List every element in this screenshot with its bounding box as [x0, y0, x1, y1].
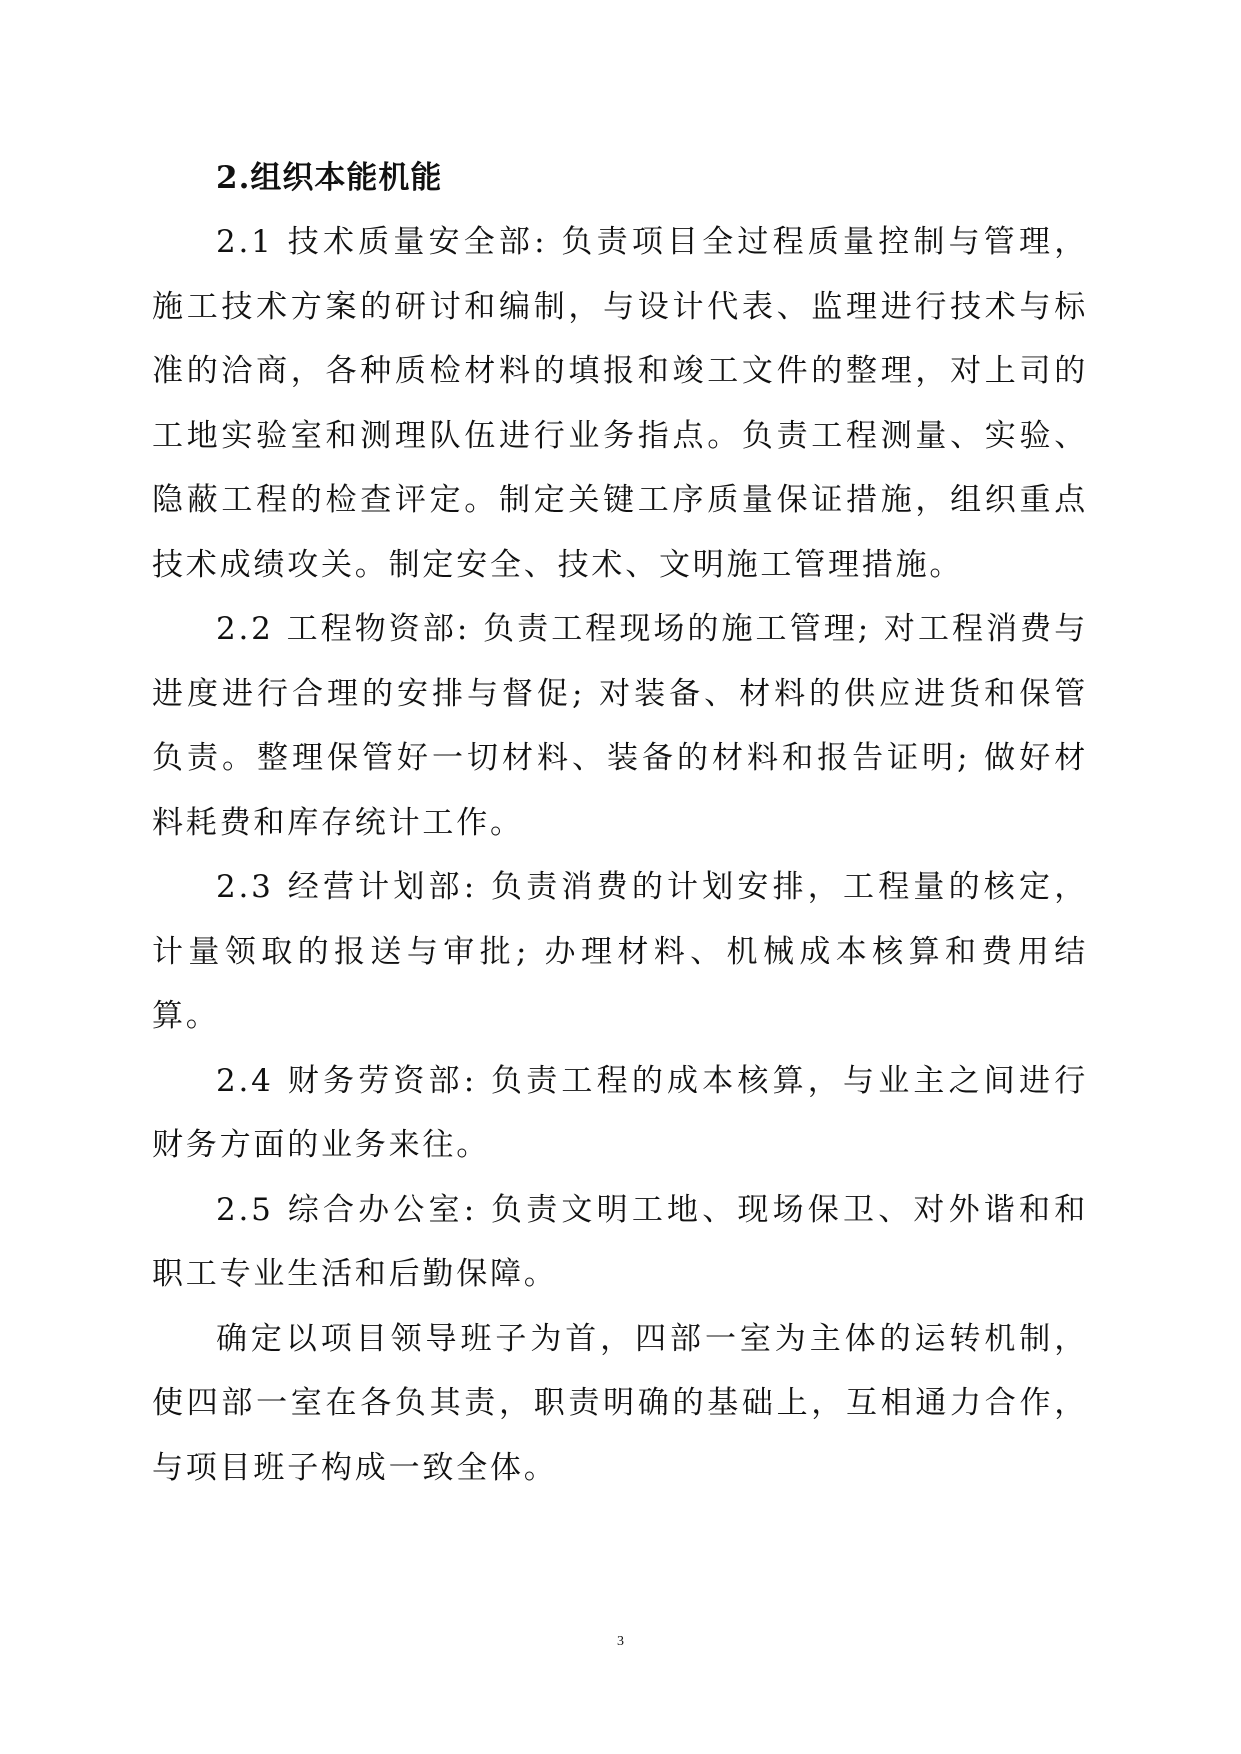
paragraph-business-planning: 2.3 经营计划部: 负责消费的计划安排，工程量的核定，计量领取的报送与审批; 办理材料、机械成本核算和费用结算。 — [152, 869, 1088, 1034]
document-body — [152, 146, 1088, 1500]
paragraph-general-office: 2.5 综合办公室: 负责文明工地、现场保卫、对外谐和和职工专业生活和后勤保障。 — [152, 1191, 1088, 1292]
section-heading: 2.组织本能机能 — [216, 160, 443, 196]
paragraph-finance-labor: 2.4 财务劳资部: 负责工程的成本核算，与业主之间进行财务方面的业务来往。 — [152, 1062, 1088, 1163]
page-number: 3 — [617, 1634, 624, 1649]
paragraph-technical-quality-safety: 2.1 技术质量安全部: 负责项目全过程质量控制与管理，施工技术方案的研讨和编制，与设计代表、监理进行技术与标准的洽商，各种质检材料的填报和竣工文件的整理，对上司的工地实验室和测理队伍进行业务指点。负责工程测量、实验、隐蔽工程的检查评定。制定关键工序质量保证措施，组织重点技术成绩攻关。制定安全、技术、文明施工管理措施。 — [152, 224, 1088, 583]
paragraph-operating-mechanism: 确定以项目领导班子为首，四部一室为主体的运转机制，使四部一室在各负其责，职责明确的基础上，互相通力合作，与项目班子构成一致全体。 — [152, 1320, 1088, 1486]
paragraph-engineering-materials: 2.2 工程物资部: 负责工程现场的施工管理; 对工程消费与进度进行合理的安排与督促; 对装备、材料的供应进货和保管负责。整理保管好一切材料、装备的材料和报告证明; 做好材料耗费和库存统计工作。 — [152, 611, 1088, 841]
